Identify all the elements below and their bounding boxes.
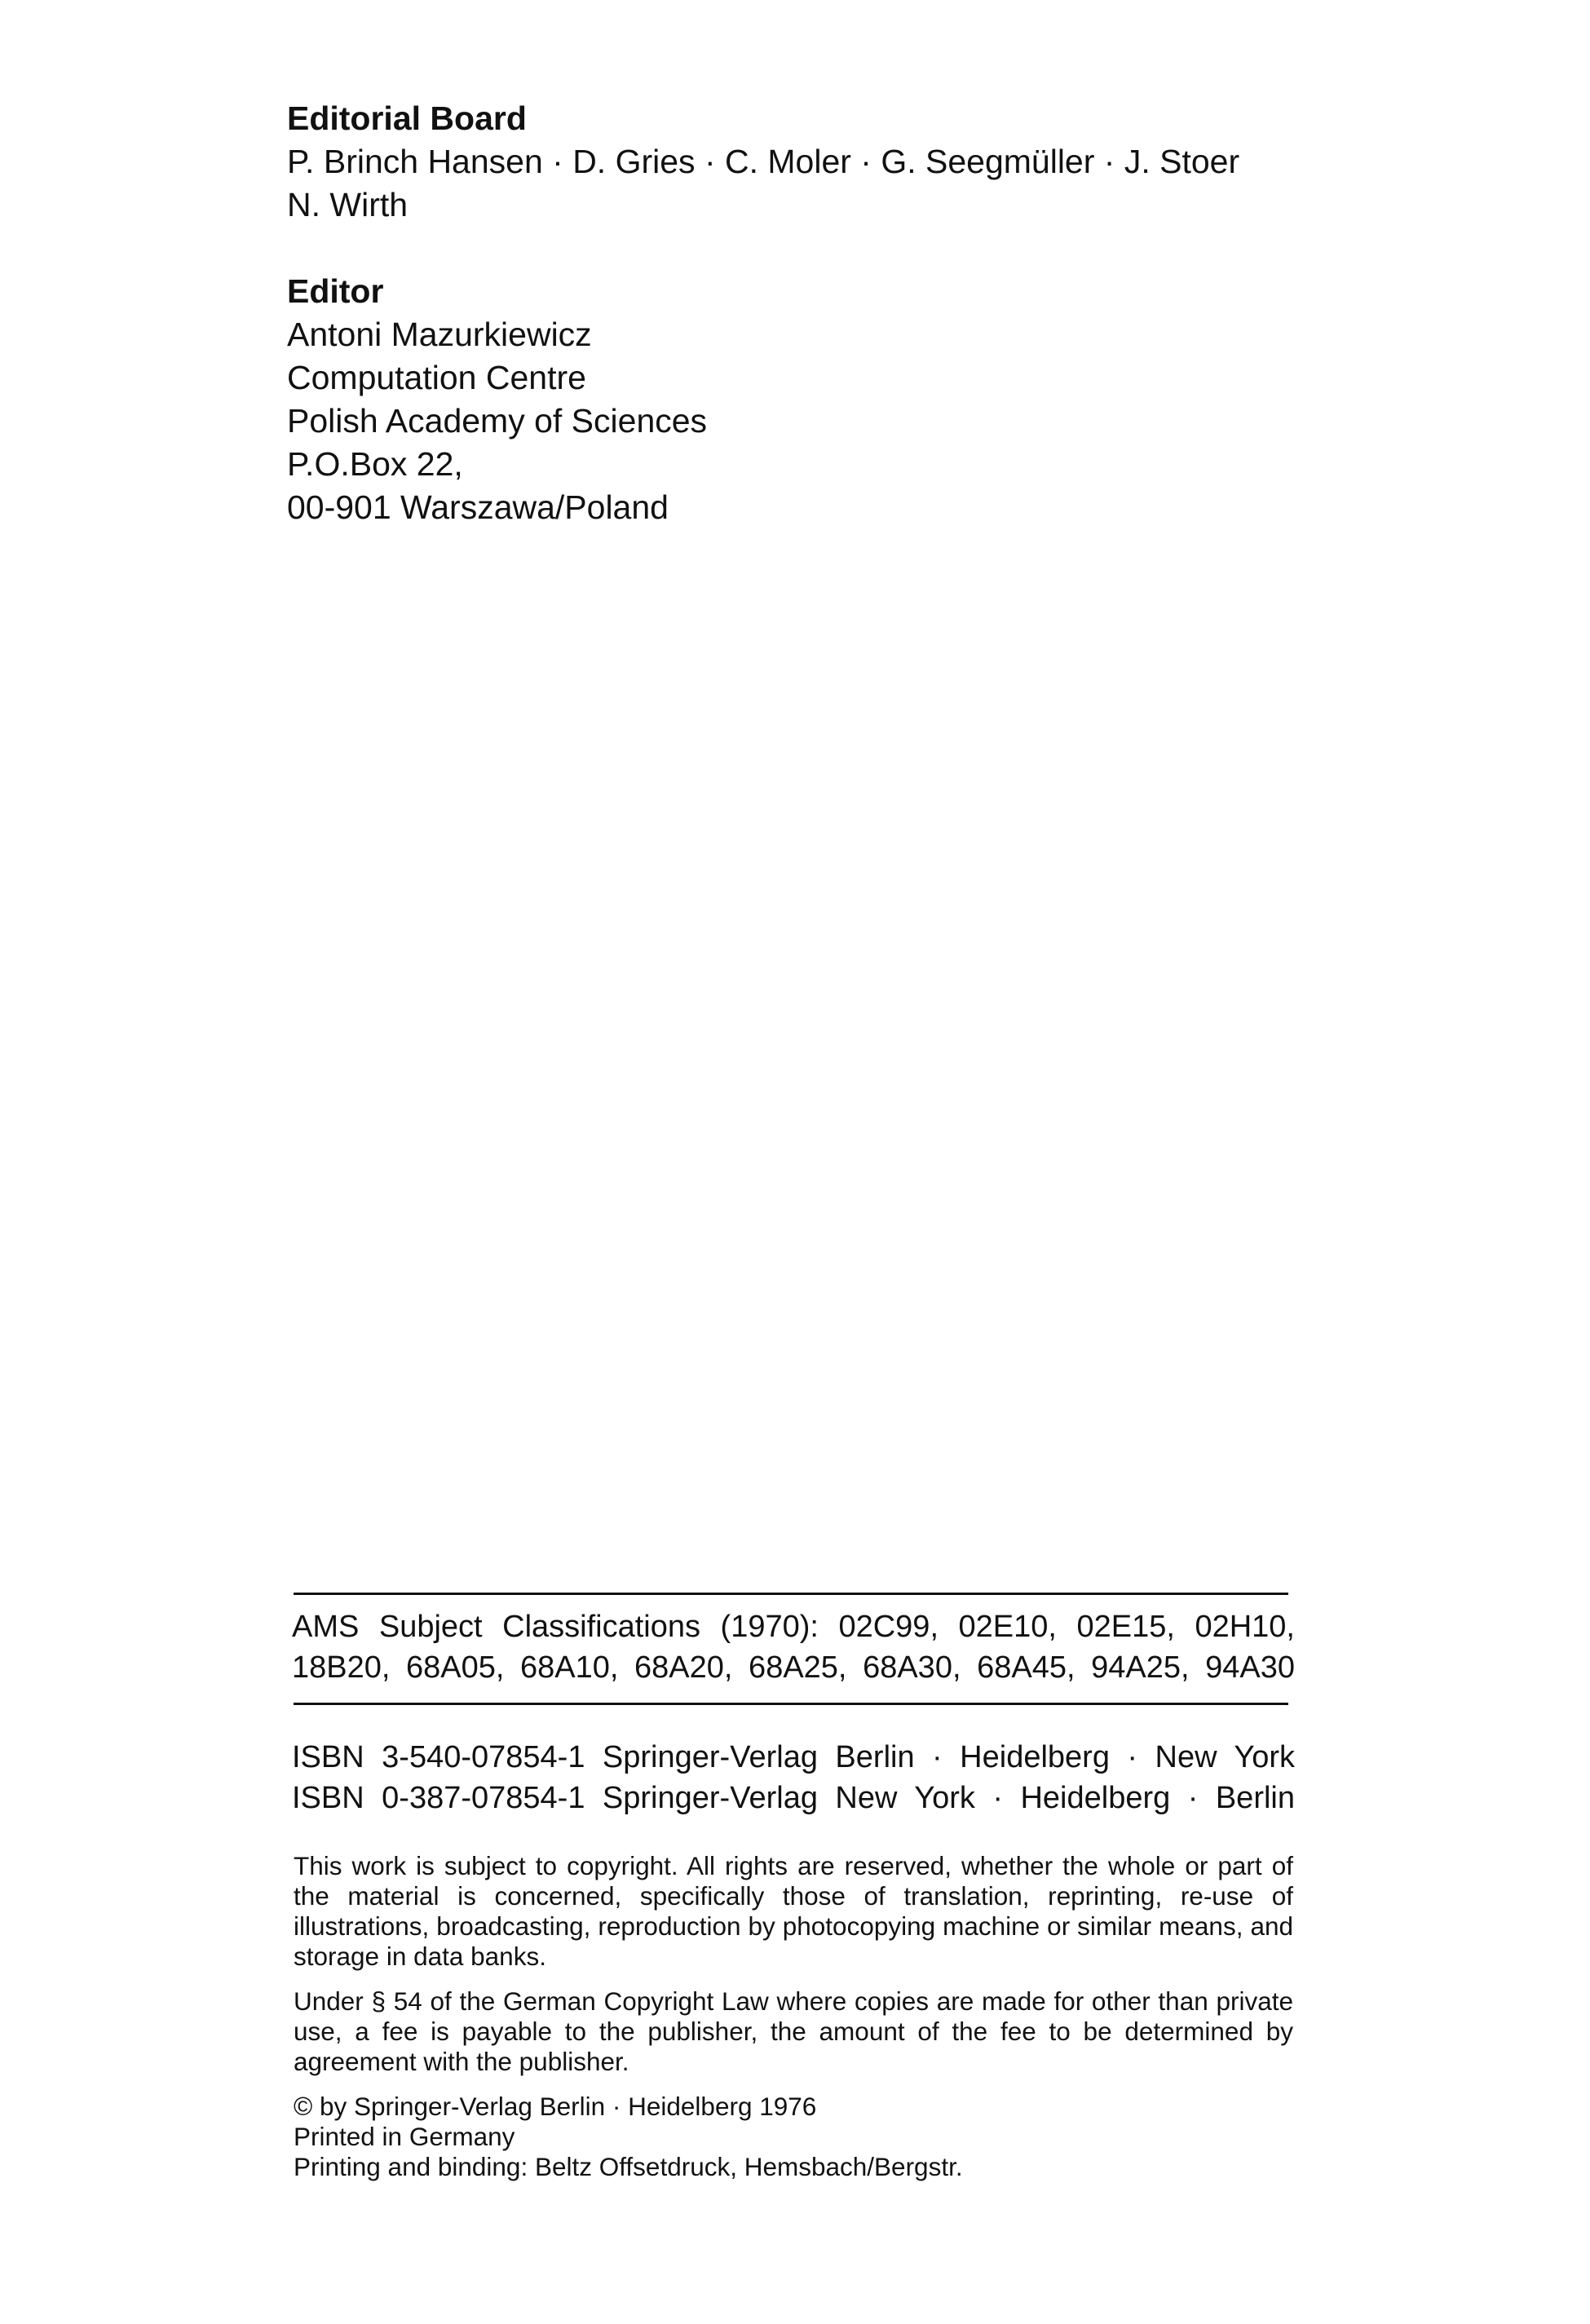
isbn-new-york: ISBN 0-387-07854-1 Springer-Verlag New York · Heidelberg · Berlin xyxy=(292,1781,1295,1815)
ams-line-1: AMS Subject Classifications (1970): 02C99, 02E10, 02E15, 02H10, xyxy=(292,1610,1295,1644)
divider-top xyxy=(294,1593,1288,1595)
editor-institution: Computation Centre xyxy=(287,359,586,396)
editor-city: 00-901 Warszawa/Poland xyxy=(287,488,669,526)
editor-section xyxy=(287,269,1298,529)
editorial-board-section xyxy=(287,96,1298,227)
editorial-board-members: P. Brinch Hansen · D. Gries · C. Moler · G. Seegmüller · J. Stoer xyxy=(287,143,1240,180)
editor-name: Antoni Mazurkiewicz xyxy=(287,316,592,353)
imprint xyxy=(294,2092,1293,2182)
editor-academy: Polish Academy of Sciences xyxy=(287,402,708,440)
imprint-printed-in: Printed in Germany xyxy=(294,2122,515,2151)
editorial-board-heading: Editorial Board xyxy=(287,99,527,137)
ams-line-2: 18B20, 68A05, 68A10, 68A20, 68A25, 68A30, 68A45, 94A25, 94A30 xyxy=(292,1650,1295,1685)
isbn-berlin: ISBN 3-540-07854-1 Springer-Verlag Berlin · Heidelberg · New York xyxy=(292,1740,1295,1774)
copyright-notice-section xyxy=(294,1851,1293,2182)
editorial-board-members-continued: N. Wirth xyxy=(287,186,409,223)
editor-po-box: P.O.Box 22, xyxy=(287,445,463,483)
imprint-printing-binding: Printing and binding: Beltz Offsetdruck, Hemsbach/Bergstr. xyxy=(294,2152,963,2181)
divider-bottom xyxy=(294,1703,1288,1705)
editor-heading: Editor xyxy=(287,272,384,310)
copyright-paragraph: This work is subject to copyright. All rights are reserved, whether the whole or part of the material is concerned, specifically those of translation, reprinting, re-use of illustrations, broadcasting, reproduction by photocopying machine or similar means, and storage in data banks. xyxy=(294,1851,1293,1971)
ams-classification-section xyxy=(292,1606,1295,1688)
imprint-copyright: © by Springer-Verlag Berlin · Heidelberg 1976 xyxy=(294,2092,817,2121)
copyright-law-paragraph: Under § 54 of the German Copyright Law where copies are made for other than private use, a fee is payable to the publisher, the amount of the fee to be determined by agreement with the publisher. xyxy=(294,1986,1293,2076)
isbn-section xyxy=(292,1737,1295,1818)
